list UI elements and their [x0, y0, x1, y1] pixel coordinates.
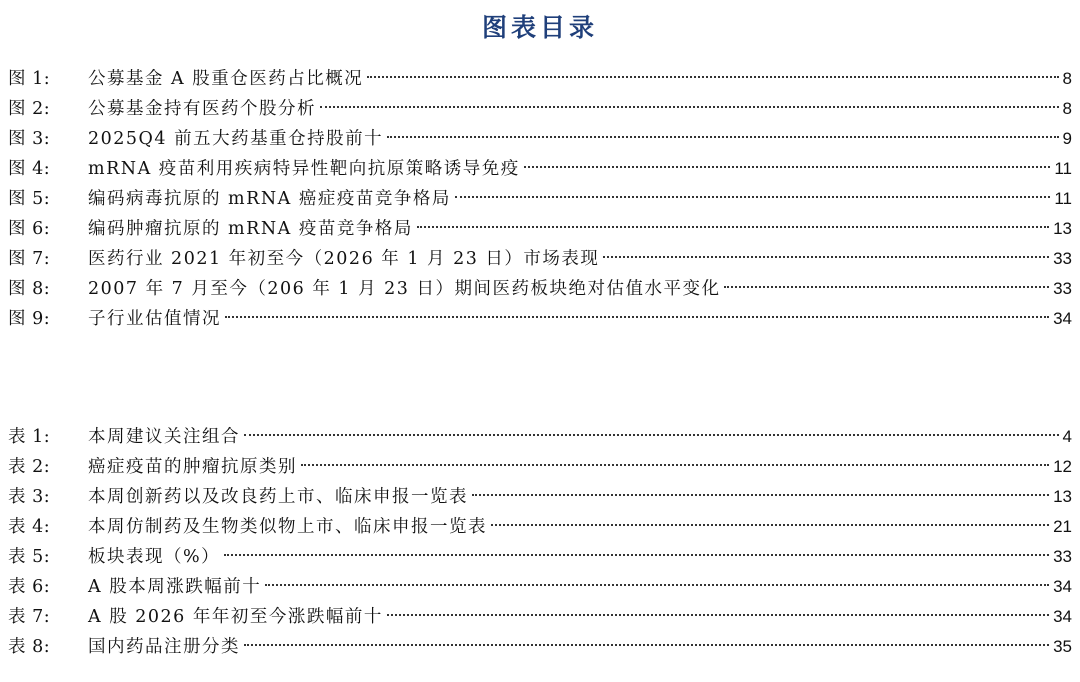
- toc-title: 图表目录: [481, 13, 598, 42]
- table-entry-page-number[interactable]: 35: [1053, 637, 1072, 656]
- figure-entry-label: 图 8:: [8, 279, 51, 299]
- figure-entry-page-number[interactable]: 13: [1053, 219, 1072, 238]
- table-entry[interactable]: [8, 512, 1072, 542]
- table-entry-label: 表 2:: [8, 457, 51, 477]
- table-entry[interactable]: [8, 542, 1072, 572]
- table-list: [8, 422, 1072, 662]
- dot-leader: [524, 166, 1051, 168]
- table-entry-title[interactable]: 国内药品注册分类: [88, 637, 240, 657]
- figure-entry-label: 图 6:: [8, 219, 51, 239]
- figure-entry[interactable]: [8, 274, 1072, 304]
- dot-leader: [724, 286, 1049, 288]
- figure-entry[interactable]: [8, 304, 1072, 334]
- figure-entry-label: 图 9:: [8, 309, 51, 329]
- table-entry-page-number[interactable]: 12: [1053, 457, 1072, 476]
- dot-leader: [472, 494, 1049, 496]
- table-entry-label: 表 4:: [8, 517, 51, 537]
- figure-entry[interactable]: [8, 244, 1072, 274]
- dot-leader: [387, 614, 1049, 616]
- figure-entry-title[interactable]: 编码病毒抗原的 mRNA 癌症疫苗竞争格局: [88, 189, 451, 209]
- table-entry-title[interactable]: 本周仿制药及生物类似物上市、临床申报一览表: [88, 517, 487, 537]
- dot-leader: [225, 316, 1049, 318]
- table-entry-page-number[interactable]: 21: [1053, 517, 1072, 536]
- table-entry-title[interactable]: 本周创新药以及改良药上市、临床申报一览表: [88, 487, 468, 507]
- table-entry-page-number[interactable]: 33: [1053, 547, 1072, 566]
- figure-entry-title[interactable]: 公募基金 A 股重仓医药占比概况: [88, 69, 364, 89]
- figure-entry[interactable]: [8, 154, 1072, 184]
- figure-entry[interactable]: [8, 124, 1072, 154]
- table-entry-page-number[interactable]: 13: [1053, 487, 1072, 506]
- figure-entry-page-number[interactable]: 11: [1054, 189, 1072, 208]
- table-entry-label: 表 8:: [8, 637, 51, 657]
- table-entry[interactable]: [8, 602, 1072, 632]
- figure-entry-title[interactable]: mRNA 疫苗利用疾病特异性靶向抗原策略诱导免疫: [88, 159, 520, 179]
- table-entry-label: 表 5:: [8, 547, 51, 567]
- figure-entry-page-number[interactable]: 8: [1062, 69, 1072, 88]
- table-entry-page-number[interactable]: 34: [1053, 577, 1072, 596]
- figure-entry-title[interactable]: 医药行业 2021 年初至今（2026 年 1 月 23 日）市场表现: [88, 249, 600, 269]
- table-entry-label: 表 6:: [8, 577, 51, 597]
- dot-leader: [244, 644, 1049, 646]
- table-entry-title[interactable]: 癌症疫苗的肿瘤抗原类别: [88, 457, 297, 477]
- table-entry[interactable]: [8, 632, 1072, 662]
- figure-list: [8, 64, 1072, 334]
- figure-entry-label: 图 7:: [8, 249, 51, 269]
- table-entry-label: 表 7:: [8, 607, 51, 627]
- table-entry-title[interactable]: A 股本周涨跌幅前十: [88, 577, 262, 597]
- figure-entry-title[interactable]: 2025Q4 前五大药基重仓持股前十: [88, 129, 384, 149]
- table-entry-title[interactable]: 本周建议关注组合: [88, 427, 240, 447]
- figure-entry[interactable]: [8, 94, 1072, 124]
- figure-entry-label: 图 3:: [8, 129, 51, 149]
- table-entry[interactable]: [8, 452, 1072, 482]
- figure-entry-page-number[interactable]: 11: [1054, 159, 1072, 178]
- table-entry-page-number[interactable]: 34: [1053, 607, 1072, 626]
- table-entry-label: 表 1:: [8, 427, 51, 447]
- dot-leader: [417, 226, 1049, 228]
- dot-leader: [367, 76, 1058, 78]
- dot-leader: [301, 464, 1049, 466]
- figure-entry-page-number[interactable]: 33: [1053, 249, 1072, 268]
- figure-entry-label: 图 4:: [8, 159, 51, 179]
- figure-entry-label: 图 2:: [8, 99, 51, 119]
- table-entry-page-number[interactable]: 4: [1062, 427, 1072, 446]
- figure-entry-title[interactable]: 公募基金持有医药个股分析: [88, 99, 316, 119]
- dot-leader: [244, 434, 1059, 436]
- figure-entry[interactable]: [8, 184, 1072, 214]
- figure-entry-page-number[interactable]: 34: [1053, 309, 1072, 328]
- dot-leader: [455, 196, 1050, 198]
- figure-entry-title[interactable]: 子行业估值情况: [88, 309, 221, 329]
- figure-entry-label: 图 1:: [8, 69, 51, 89]
- table-entry[interactable]: [8, 572, 1072, 602]
- figure-entry-title[interactable]: 2007 年 7 月至今（206 年 1 月 23 日）期间医药板块绝对估值水平变化: [88, 279, 721, 299]
- figure-entry-title[interactable]: 编码肿瘤抗原的 mRNA 疫苗竞争格局: [88, 219, 413, 239]
- dot-leader: [491, 524, 1049, 526]
- figure-entry[interactable]: [8, 64, 1072, 94]
- table-entry-title[interactable]: 板块表现（%）: [88, 547, 221, 567]
- figure-entry-label: 图 5:: [8, 189, 51, 209]
- dot-leader: [224, 554, 1049, 556]
- figure-entry-page-number[interactable]: 8: [1062, 99, 1072, 118]
- table-entry[interactable]: [8, 482, 1072, 512]
- dot-leader: [265, 584, 1049, 586]
- table-entry[interactable]: [8, 422, 1072, 452]
- dot-leader: [320, 106, 1059, 108]
- table-entry-label: 表 3:: [8, 487, 51, 507]
- table-entry-title[interactable]: A 股 2026 年年初至今涨跌幅前十: [88, 607, 383, 627]
- dot-leader: [387, 136, 1058, 138]
- figure-entry[interactable]: [8, 214, 1072, 244]
- figure-entry-page-number[interactable]: 9: [1062, 129, 1072, 148]
- dot-leader: [603, 256, 1049, 258]
- figure-entry-page-number[interactable]: 33: [1053, 279, 1072, 298]
